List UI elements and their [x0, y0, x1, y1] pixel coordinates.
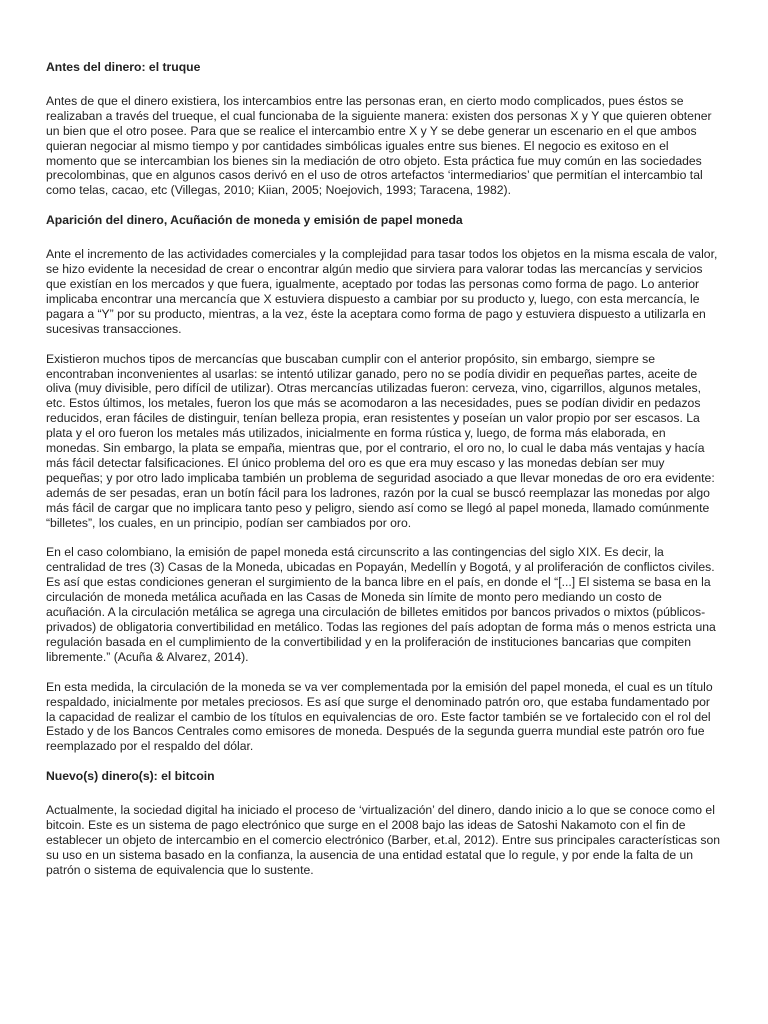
paragraph-tipos-mercancias: Existieron muchos tipos de mercancías que buscaban cumplir con el anterior propósito, sin embargo, siempre se encontraban inconvenientes al usarlas: se intentó utilizar ganado, pero no se podía dividir en pequeñas partes, aceite de oliva (muy divisible, pero difícil de utilizar). Otras mercancías utilizadas fueron: cerveza, vino, cigarrillos, algunos metales, etc. Estos últimos, los metales, fueron los que más se acomodaron a las necesidades, pues se podían dividir en pedazos reducidos, eran fáciles de distinguir, tenían belleza propia, eran resistentes y poseían un valor propio por ser escasos. La plata y el oro fueron los metales más utilizados, inicialmente en forma rústica y, luego, de forma más elaborada, en monedas. Sin embargo, la plata se empaña, mientras que, por el contrario, el oro no, lo cual le daba más ventajas y hacía más fácil detectar falsificaciones. El único problema del oro es que era muy escaso y las monedas debían ser muy pequeñas; y por otro lado implicaba también un problema de seguridad asociado a que llevar monedas de oro era evidente: además de ser pesadas, eran un botín fácil para los ladrones, razón por la cual se buscó reemplazar las monedas por algo más fácil de cargar que no implicara tanto peso y peligro, siendo así como se llegó al papel moneda, llamado comúnmente “billetes”, los cuales, en un principio, podían ser cambiados por oro.: [46, 351, 715, 530]
paragraph-bitcoin: Actualmente, la sociedad digital ha iniciado el proceso de ‘virtualización’ del dinero, dando inicio a lo que se conoce como el bitcoin. Este es un sistema de pago electrónico que surge en el 2008 bajo las ideas de Satoshi Nakamoto con el fin de establecer un objeto de intercambio en el comercio electrónico (Barber, et.al, 2012). Entre sus principales características son su uso en un sistema basado en la confianza, la ausencia de una entidad estatal que lo regule, y por ende la falta de un patrón o sistema de equivalencia que lo sustente.: [46, 803, 721, 877]
paragraph-incremento-actividades: Ante el incremento de las actividades comerciales y la complejidad para tasar todos los objetos en la misma escala de valor, se hizo evidente la necesidad de crear o encontrar algún medio que sirviera para valorar todas las mercancías y servicios que existían en los mercados y que fuera, igualmente, aceptado por todas las personas como forma de pago. Lo anterior implicaba encontrar una mercancía que X estuviera dispuesto a cambiar por su producto y, luego, con esta mercancía, le pagara a “Y” por su producto, mientras, a la vez, éste la aceptara como forma de pago y estuviera dispuesto a utilizarla en sucesivas transacciones.: [46, 247, 718, 336]
section-heading-truque: Antes del dinero: el truque: [46, 60, 201, 74]
paragraph-truque: Antes de que el dinero existiera, los intercambios entre las personas eran, en cierto modo complicados, pues éstos se realizaban a través del trueque, el cual funcionaba de la siguiente manera: existen dos personas X y Y que quieren obtener un bien que el otro posee. Para que se realice el intercambio entre X y Y se debe generar un escenario en el que ambos quieran negociar al mismo tiempo y por cantidades simbólicas iguales entre sus bienes. El negocio es exitoso en el momento que se intercambian los bienes sin la mediación de otro objeto. Esta práctica fue muy común en las sociedades precolombinas, que en algunos casos derivó en el uso de otros artefactos ‘intermediarios’ que permitían el intercambio tal como telas, cacao, etc (Villegas, 2010; Kiian, 2005; Noejovich, 1993; Taracena, 1982).: [46, 93, 712, 198]
paragraph-patron-oro: En esta medida, la circulación de la moneda se va ver complementada por la emisión del papel moneda, el cual es un título respaldado, inicialmente por metales preciosos. Es así que surge el denominado patrón oro, que estaba fundamentado por la capacidad de realizar el cambio de los títulos en equivalencias de oro. Este factor también se ve fortalecido con el rol del Estado y de los Bancos Centrales como emisores de moneda. Después de la segunda guerra mundial este patrón oro fue reemplazado por el respaldo del dólar.: [46, 679, 713, 754]
section-heading-aparicion-dinero: Aparición del dinero, Acuñación de moneda y emisión de papel moneda: [46, 213, 463, 228]
section-heading-bitcoin: Nuevo(s) dinero(s): el bitcoin: [46, 769, 215, 784]
document-body: [46, 60, 722, 893]
paragraph-caso-colombiano: En el caso colombiano, la emisión de papel moneda está circunscrito a las contingencias del siglo XIX. Es decir, la centralidad de tres (3) Casas de la Moneda, ubicadas en Popayán, Medellín y Bogotá, y al proliferación de conflictos civiles. Es así que estas condiciones generan el surgimiento de la banca libre en el país, en donde el “[...] El sistema se basa en la circulación de moneda metálica acuñada en las Casas de Moneda sin límite de monto pero mediando un costo de acuñación. A la circulación metálica se agrega una circulación de billetes emitidos por bancos privados o mixtos (públicos-privados) de obligatoria convertibilidad en metálico. Todas las regiones del país adoptan de forma más o menos estricta una regulación basada en el cumplimiento de la convertibilidad y en la proliferación de instituciones bancarias que compiten libremente.” (Acuña & Alvarez, 2014).: [46, 545, 716, 664]
